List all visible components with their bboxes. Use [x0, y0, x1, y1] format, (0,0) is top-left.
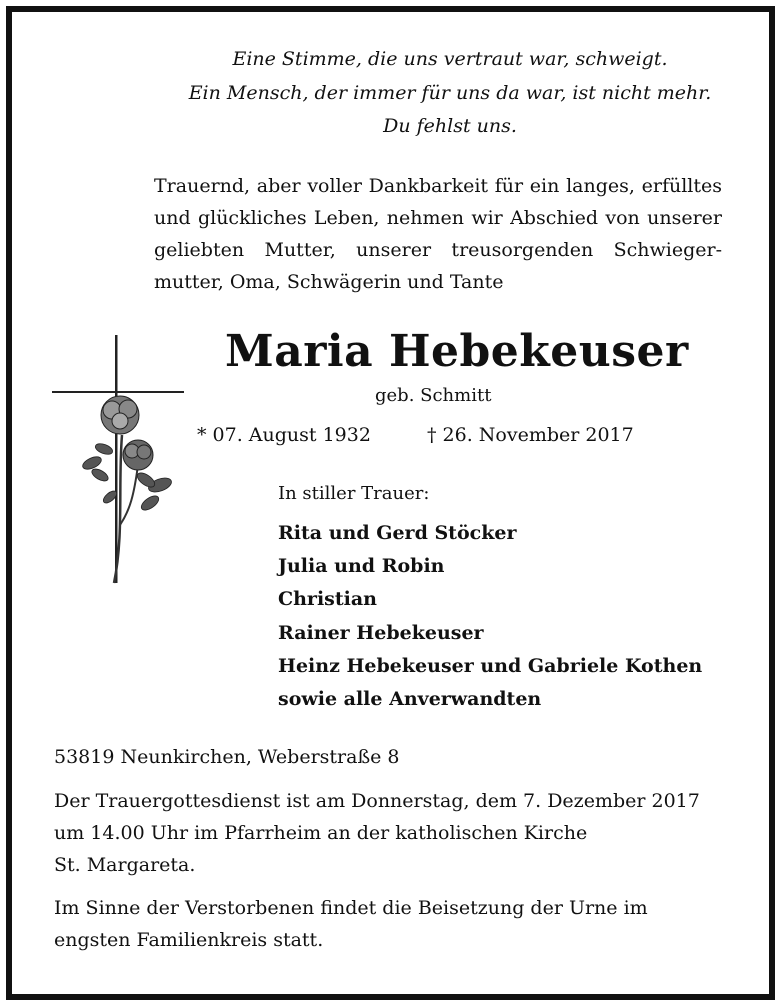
maiden-name: geb. Schmitt: [375, 385, 492, 406]
poem-line-3: Du fehlst uns.: [383, 115, 517, 137]
mourner-name: Heinz Hebekeuser und Gabriele Kothen: [278, 655, 703, 677]
poem-line-1: Eine Stimme, die uns vertraut war, schweigt.: [232, 48, 668, 70]
mourner-name: Rita und Gerd Stöcker: [278, 522, 517, 544]
burial-line-2: engsten Familienkreis statt.: [54, 929, 324, 951]
burial-line-1: Im Sinne der Verstorbenen findet die Beisetzung der Urne im: [54, 897, 648, 919]
service-line-3: St. Margareta.: [54, 854, 196, 876]
death-date: † 26. November 2017: [427, 424, 634, 446]
mourner-name: Julia und Robin: [278, 555, 445, 577]
service-line-2: um 14.00 Uhr im Pfarrheim an der katholischen Kirche: [54, 822, 588, 844]
deceased-name: Maria Hebekeuser: [225, 326, 689, 377]
mourners-heading: In stiller Trauer:: [278, 483, 430, 504]
mourner-name: Rainer Hebekeuser: [278, 622, 484, 644]
address: 53819 Neunkirchen, Weberstraße 8: [54, 746, 400, 768]
birth-date: * 07. August 1932: [197, 424, 371, 446]
intro-paragraph: Trauernd, aber voller Dankbarkeit für ein langes, erfülltes und glückliches Leben, nehmen wir Abschied von unserer geliebten Mutter, unserer treusorgenden Schwiegermutter, Oma, Schwägerin und Tante: [154, 175, 722, 293]
cross-with-rose-icon: [52, 335, 187, 587]
mourner-name: sowie alle Anverwandten: [278, 688, 542, 710]
poem-line-2: Ein Mensch, der immer für uns da war, ist nicht mehr.: [188, 82, 712, 104]
mourner-name: Christian: [278, 588, 377, 610]
service-line-1: Der Trauergottesdienst ist am Donnerstag, dem 7. Dezember 2017: [54, 790, 700, 812]
